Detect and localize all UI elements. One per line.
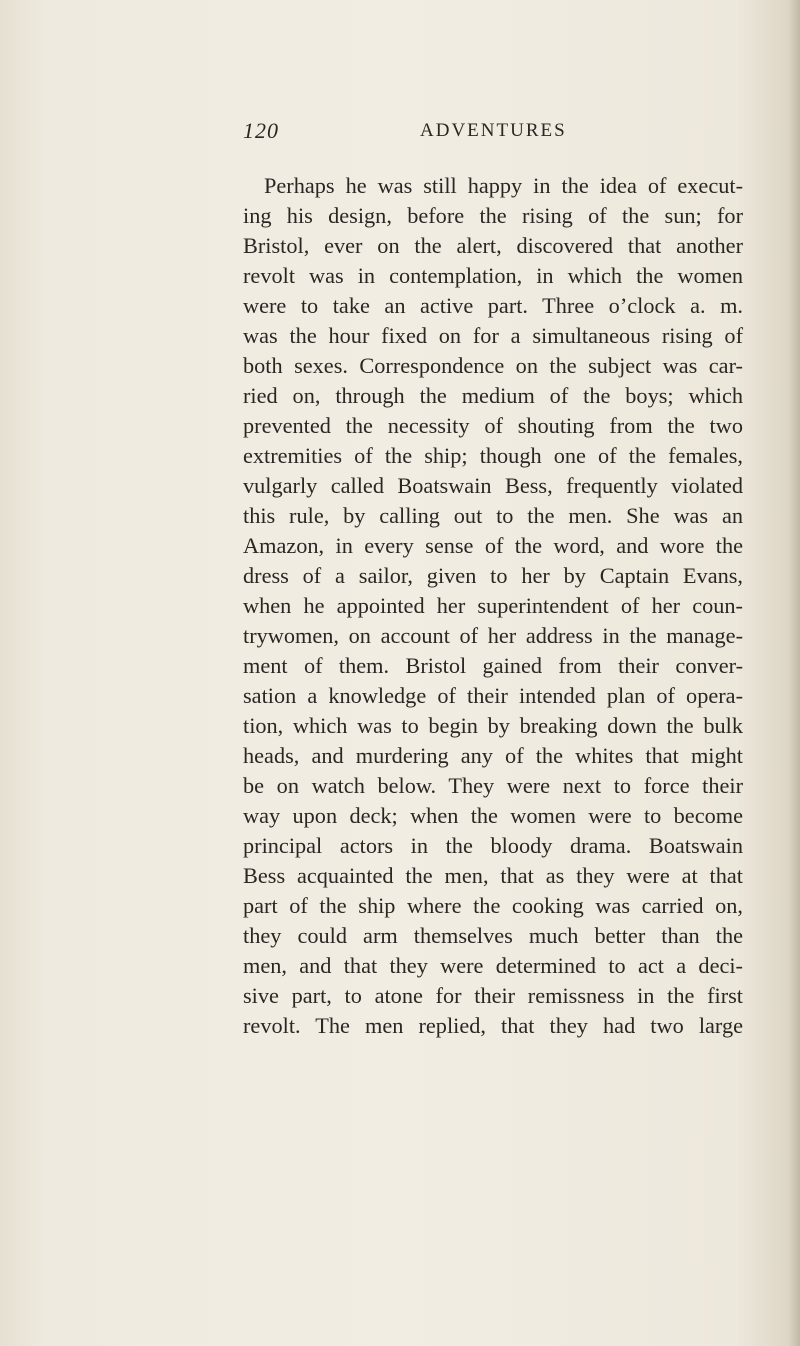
body-paragraph: [243, 171, 743, 1041]
text-line: when he appointed her superintendent of her coun-: [243, 593, 743, 618]
text-line: dress of a sailor, given to her by Captain Evans,: [243, 563, 743, 588]
text-line: Perhaps he was still happy in the idea of execut-: [264, 173, 743, 198]
running-head: ADVENTURES: [420, 120, 567, 141]
text-line: Bristol, ever on the alert, discovered that another: [243, 233, 743, 258]
text-line: ing his design, before the rising of the sun; for: [243, 203, 743, 228]
text-line: heads, and murdering any of the whites that might: [243, 743, 743, 768]
text-line: revolt. The men replied, that they had two large: [243, 1013, 743, 1038]
text-line: prevented the necessity of shouting from the two: [243, 413, 743, 438]
page-number: 120: [243, 118, 279, 143]
text-line: revolt was in contemplation, in which the women: [243, 263, 743, 288]
text-line: part of the ship where the cooking was carried on,: [243, 893, 743, 918]
text-line: they could arm themselves much better than the: [243, 923, 743, 948]
text-line: sive part, to atone for their remissness in the first: [243, 983, 743, 1008]
page-edge-shadow: [788, 0, 800, 1346]
text-line: way upon deck; when the women were to become: [243, 803, 743, 828]
text-line: principal actors in the bloody drama. Boatswain: [243, 833, 743, 858]
text-line: men, and that they were determined to act a deci-: [243, 953, 743, 978]
text-line: were to take an active part. Three o’clock a. m.: [243, 293, 743, 318]
text-line: vulgarly called Boatswain Bess, frequently violated: [243, 473, 743, 498]
text-line: this rule, by calling out to the men. She was an: [243, 503, 743, 528]
page-header: [243, 118, 743, 148]
text-line: ried on, through the medium of the boys; which: [243, 383, 743, 408]
text-line: extremities of the ship; though one of the females,: [243, 443, 743, 468]
text-line: tion, which was to begin by breaking down the bulk: [243, 713, 743, 738]
text-line: was the hour fixed on for a simultaneous rising of: [243, 323, 743, 348]
text-line: trywomen, on account of her address in the manage-: [243, 623, 743, 648]
text-line: be on watch below. They were next to force their: [243, 773, 743, 798]
text-line: both sexes. Correspondence on the subject was car-: [243, 353, 743, 378]
text-line: sation a knowledge of their intended plan of opera-: [243, 683, 743, 708]
text-line: ment of them. Bristol gained from their conver-: [243, 653, 743, 678]
text-line: Bess acquainted the men, that as they were at that: [243, 863, 743, 888]
text-line: Amazon, in every sense of the word, and wore the: [243, 533, 743, 558]
